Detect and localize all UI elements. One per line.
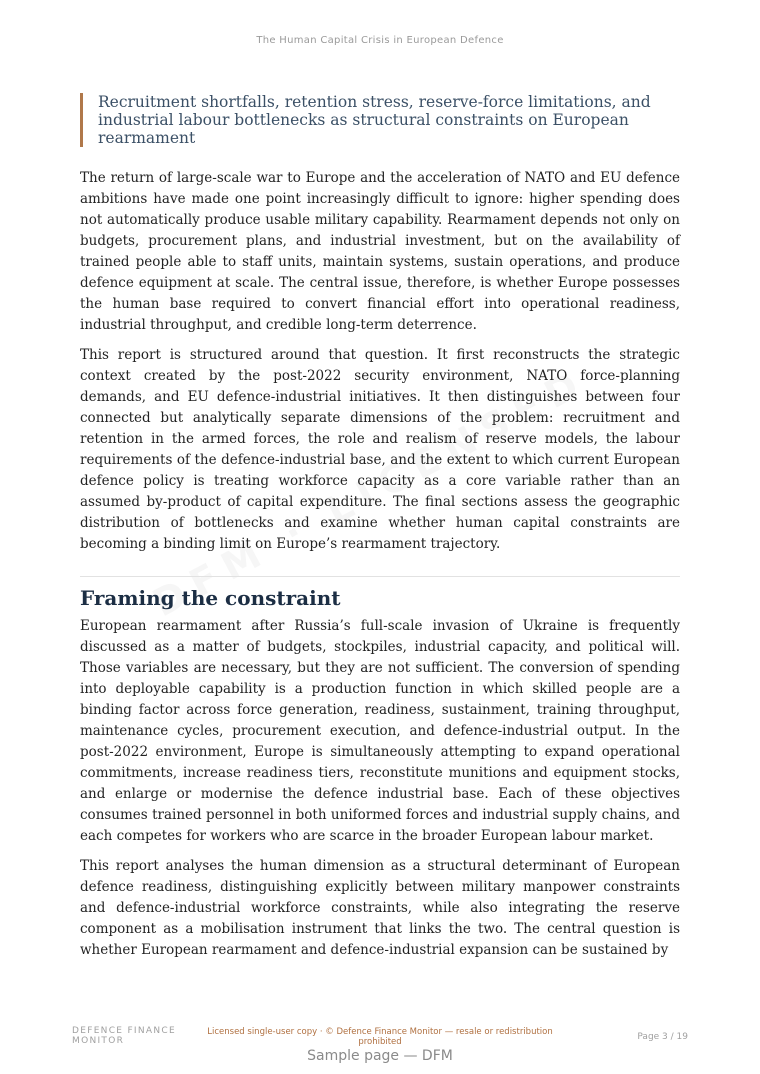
section-divider bbox=[80, 576, 680, 577]
intro-paragraph-1: The return of large-scale war to Europe and the acceleration of NATO and EU defence ambitions have made one point increasingly difficult to ignore: higher spending does not automatically produce usable military capability. Rearmament depends not only on budgets, procurement plans, and industrial investment, but on the availability of trained people able to staff units, maintain systems, sustain operations, and produce defence equipment at scale. The central issue, therefore, is whether Europe possesses the human base required to convert financial effort into operational readiness, industrial throughput, and credible long-term deterrence. bbox=[80, 170, 680, 333]
footer-license: Licensed single-user copy · © Defence Finance Monitor — resale or redistribution prohibited bbox=[207, 1027, 553, 1047]
section-paragraph-1: European rearmament after Russia’s full-scale invasion of Ukraine is frequently discussed as a matter of budgets, stockpiles, industrial capacity, and political will. Those variables are necessary, but they are not sufficient. The conversion of spending into deployable capability is a production function in which skilled people are a binding factor across force generation, readiness, sustainment, training throughput, maintenance cycles, procurement execution, and defence-industrial output. In the post-2022 environment, Europe is simultaneously attempting to expand operational commitments, increase readiness tiers, reconstitute munitions and equipment stocks, and enlarge or modernise the defence industrial base. Each of these objectives consumes trained personnel in both uniformed forces and industrial supply chains, and each competes for workers who are scarce in the broader European labour market. bbox=[80, 618, 680, 844]
footer-page-number: Page 3 / 19 bbox=[637, 1032, 688, 1042]
running-header: The Human Capital Crisis in European Defence bbox=[256, 35, 504, 46]
section-heading: Framing the constraint bbox=[80, 586, 341, 610]
report-subtitle: Recruitment shortfalls, retention stress, reserve-force limitations, and industrial labour bottlenecks as structural constraints on European rearmament bbox=[80, 93, 678, 147]
intro-paragraph-2: This report is structured around that question. It first reconstructs the strategic context created by the post-2022 security environment, NATO force-planning demands, and EU defence-industrial initiatives. It then distinguishes between four connected but analytically separate dimensions of the problem: recruitment and retention in the armed forces, the role and realism of reserve models, the labour requirements of the defence-industrial base, and the extent to which current European defence policy is treating workforce capacity as a core variable rather than an assumed by-product of capital expenditure. The final sections assess the geographic distribution of bottlenecks and examine whether human capital constraints are becoming a binding limit on Europe’s rearmament trajectory. bbox=[80, 347, 680, 552]
main-content bbox=[80, 168, 680, 961]
section-paragraph-2: This report analyses the human dimension as a structural determinant of European defence readiness, distinguishing explicitly between military manpower constraints and defence-industrial workforce constraints, while also integrating the reserve component as a mobilisation instrument that links the two. The central question is whether European rearmament and defence-industrial expansion can be sustained by bbox=[80, 858, 680, 958]
sample-page-label: Sample page — DFM bbox=[307, 1048, 453, 1064]
footer-publisher: DEFENCE FINANCE MONITOR bbox=[72, 1026, 176, 1046]
